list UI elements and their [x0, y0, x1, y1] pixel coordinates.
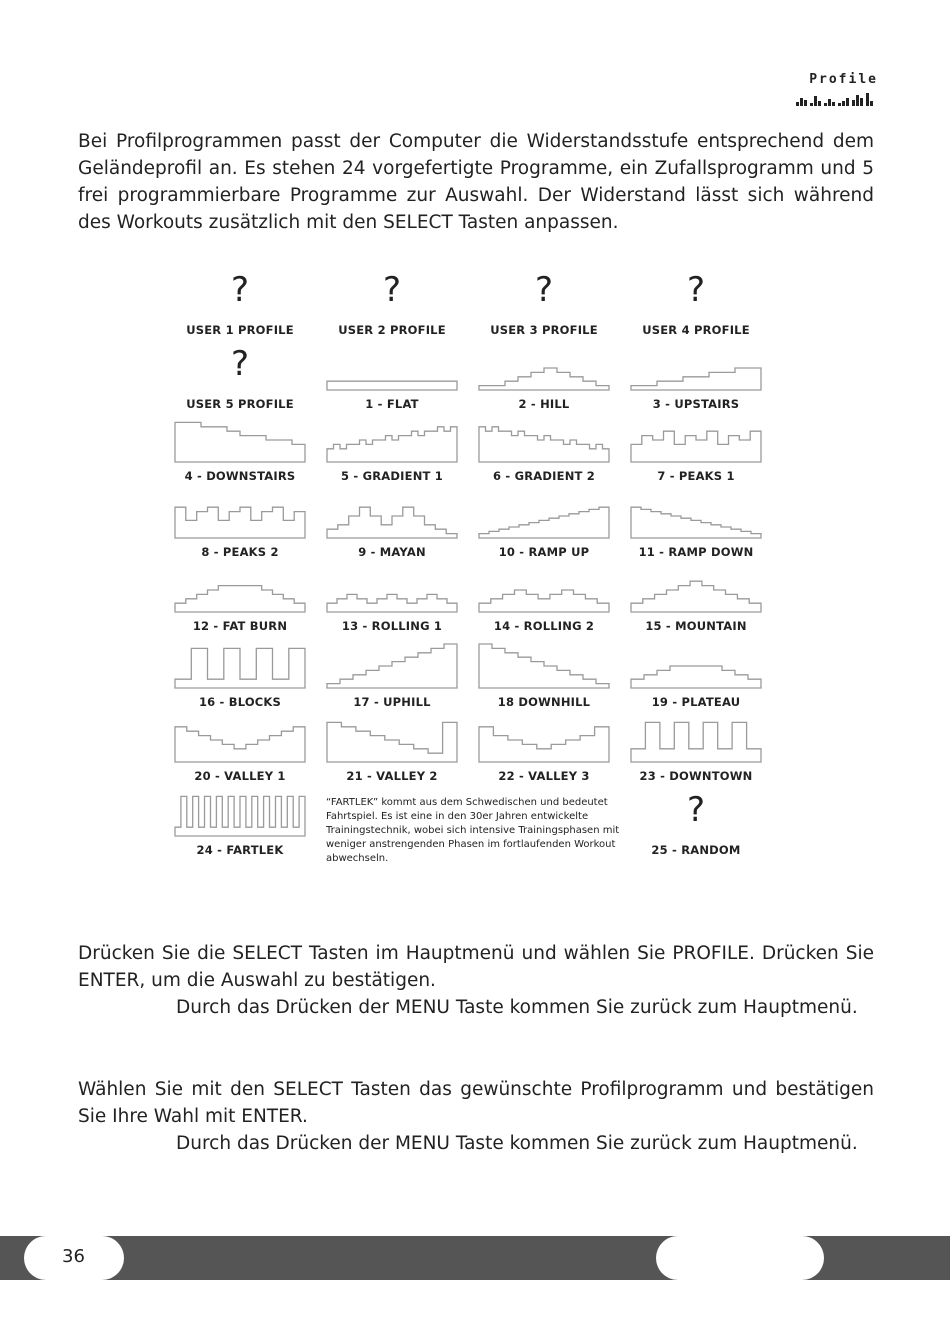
equalizer-bars-icon [796, 92, 874, 106]
profile-chart [327, 640, 457, 690]
select-profile-paragraph [78, 940, 874, 1021]
profile-label: 22 - VALLEY 3 [498, 769, 590, 783]
profile-cell [474, 342, 614, 420]
logo-text: Profile [809, 72, 878, 87]
profile-cell [322, 640, 462, 718]
profile-shape [631, 666, 761, 688]
profile-shape [175, 422, 305, 462]
profile-label: 17 - UPHILL [353, 695, 431, 709]
profile-label: 10 - RAMP UP [498, 545, 590, 559]
profile-label: 25 - RANDOM [651, 843, 741, 857]
profile-label: 4 - DOWNSTAIRS [184, 469, 296, 483]
profile-shape [175, 507, 305, 538]
profile-shape [631, 722, 761, 762]
profile-chart [479, 490, 609, 540]
profile-shape [479, 644, 609, 688]
profile-cell [170, 268, 310, 346]
profile-label: 1 - FLAT [365, 397, 419, 411]
profile-label: 18 DOWNHILL [497, 695, 591, 709]
profile-chart [631, 564, 761, 614]
profile-label: 14 - ROLLING 2 [493, 619, 595, 633]
profile-chart [479, 414, 609, 464]
profile-chart [327, 414, 457, 464]
profile-cell [322, 564, 462, 642]
profile-shape [479, 590, 609, 612]
profile-cell [474, 268, 614, 346]
profile-label: USER 4 PROFILE [642, 323, 750, 337]
profile-label: 12 - FAT BURN [192, 619, 288, 633]
profile-shape [479, 368, 609, 390]
profile-shape [479, 727, 609, 762]
profile-label: 7 - PEAKS 1 [657, 469, 735, 483]
profile-chart [175, 714, 305, 764]
profile-chart [175, 788, 305, 838]
profile-chart [327, 342, 457, 392]
page-number: 36 [62, 1246, 85, 1267]
profile-cell [626, 788, 766, 866]
profile-logo [788, 72, 878, 112]
profile-chart [631, 342, 761, 392]
profile-cell [170, 640, 310, 718]
profile-shape [479, 427, 609, 462]
profile-chart [175, 490, 305, 540]
menu-return-note: Durch das Drücken der MENU Taste kommen Sie zurück zum Hauptmenü. [176, 997, 858, 1018]
question-mark: ? [686, 270, 706, 310]
fartlek-note: “FARTLEK” kommt aus dem Schwedischen und bedeutet Fahrtspiel. Es ist eine in den 30er Jahren entwickelte Trainingstechnik, wobei sich intensive Trainingsphasen mit weniger anstrengenden Phasen im fortlaufenden Workout abwechseln. [326, 797, 620, 864]
profile-cell [626, 640, 766, 718]
profile-label: 5 - GRADIENT 1 [341, 469, 443, 483]
question-mark: ? [230, 270, 250, 310]
profile-cell [474, 714, 614, 792]
profile-cell [170, 414, 310, 492]
profile-chart [175, 640, 305, 690]
profile-chart [327, 714, 457, 764]
profile-chart [175, 564, 305, 614]
profile-label: 13 - ROLLING 1 [341, 619, 443, 633]
question-mark: ? [686, 790, 706, 830]
profile-chart [631, 490, 761, 540]
question-mark: ? [382, 270, 402, 310]
profile-label: 15 - MOUNTAIN [645, 619, 747, 633]
profile-shape [631, 368, 761, 390]
profile-shape [631, 431, 761, 462]
profile-shape [479, 507, 609, 538]
profile-shape [175, 727, 305, 762]
profile-cell [626, 714, 766, 792]
profile-label: 11 - RAMP DOWN [638, 545, 754, 559]
profile-chart [327, 490, 457, 540]
profile-label: 8 - PEAKS 2 [201, 545, 279, 559]
profile-cell [170, 714, 310, 792]
choose-program-paragraph [78, 1076, 874, 1157]
profile-cell [322, 414, 462, 492]
profile-programs-figure [170, 268, 780, 878]
choose-program-text: Wählen Sie mit den SELECT Tasten das gewünschte Profilprogramm und bestätigen Sie Ihre Wahl mit ENTER. [78, 1079, 874, 1127]
question-mark: ? [534, 270, 554, 310]
profile-label: USER 3 PROFILE [490, 323, 598, 337]
profile-cell [170, 342, 310, 420]
profile-cell [626, 490, 766, 568]
profile-chart [479, 564, 609, 614]
profile-label: USER 2 PROFILE [338, 323, 446, 337]
profile-cell [474, 564, 614, 642]
profile-cell [322, 342, 462, 420]
intro-paragraph: Bei Profilprogrammen passt der Computer die Widerstandsstufe entsprechend dem Geländeprofil an. Es stehen 24 vorgefertigte Programme, ein Zufallsprogramm und 5 frei programmierbare Programme zur Auswahl. Der Widerstand lässt sich während des Workouts zusätzlich mit den SELECT Tasten anpassen. [78, 131, 874, 233]
profile-shape [175, 586, 305, 612]
select-profile-text: Drücken Sie die SELECT Tasten im Hauptmenü und wählen Sie PROFILE. Drücken Sie ENTER, um die Auswahl zu bestätigen. [78, 943, 874, 991]
profile-cell [474, 640, 614, 718]
profile-cell [170, 564, 310, 642]
profile-label: 2 - HILL [518, 397, 570, 411]
profile-chart [631, 714, 761, 764]
profile-chart [479, 714, 609, 764]
profile-shape [631, 581, 761, 612]
profile-shape [327, 427, 457, 462]
profile-cell [474, 414, 614, 492]
profile-chart [631, 414, 761, 464]
profile-cell [322, 490, 462, 568]
profile-shape [327, 594, 457, 612]
profile-label: 16 - BLOCKS [198, 695, 282, 709]
profile-shape [327, 507, 457, 538]
profile-cell [626, 268, 766, 346]
profile-chart [175, 414, 305, 464]
profile-label: 24 - FARTLEK [196, 843, 284, 857]
profile-label: USER 1 PROFILE [186, 323, 294, 337]
profile-cell [170, 490, 310, 568]
profile-shape [327, 722, 457, 762]
profile-label: 6 - GRADIENT 2 [493, 469, 595, 483]
menu-return-note-2: Durch das Drücken der MENU Taste kommen Sie zurück zum Hauptmenü. [176, 1133, 858, 1154]
profile-label: 9 - MAYAN [358, 545, 426, 559]
profile-chart [327, 564, 457, 614]
profile-cell [474, 490, 614, 568]
profile-label: 19 - PLATEAU [651, 695, 741, 709]
profile-cell [322, 714, 462, 792]
profile-cell [170, 788, 310, 866]
profile-label: 3 - UPSTAIRS [652, 397, 740, 411]
profile-label: 20 - VALLEY 1 [194, 769, 286, 783]
profile-chart [479, 342, 609, 392]
question-mark: ? [230, 344, 250, 384]
profile-shape [175, 648, 305, 688]
profile-shape [175, 796, 305, 836]
profile-chart [631, 640, 761, 690]
footer-right-pill [656, 1236, 824, 1280]
profile-shape [327, 644, 457, 688]
profile-label: USER 5 PROFILE [186, 397, 294, 411]
profile-label: 21 - VALLEY 2 [346, 769, 438, 783]
profile-shape [631, 507, 761, 538]
profile-cell [626, 414, 766, 492]
profile-label: 23 - DOWNTOWN [639, 769, 753, 783]
profile-shape [327, 381, 457, 390]
profile-cell [626, 564, 766, 642]
profile-cell [626, 342, 766, 420]
profile-cell [322, 268, 462, 346]
profile-chart [479, 640, 609, 690]
